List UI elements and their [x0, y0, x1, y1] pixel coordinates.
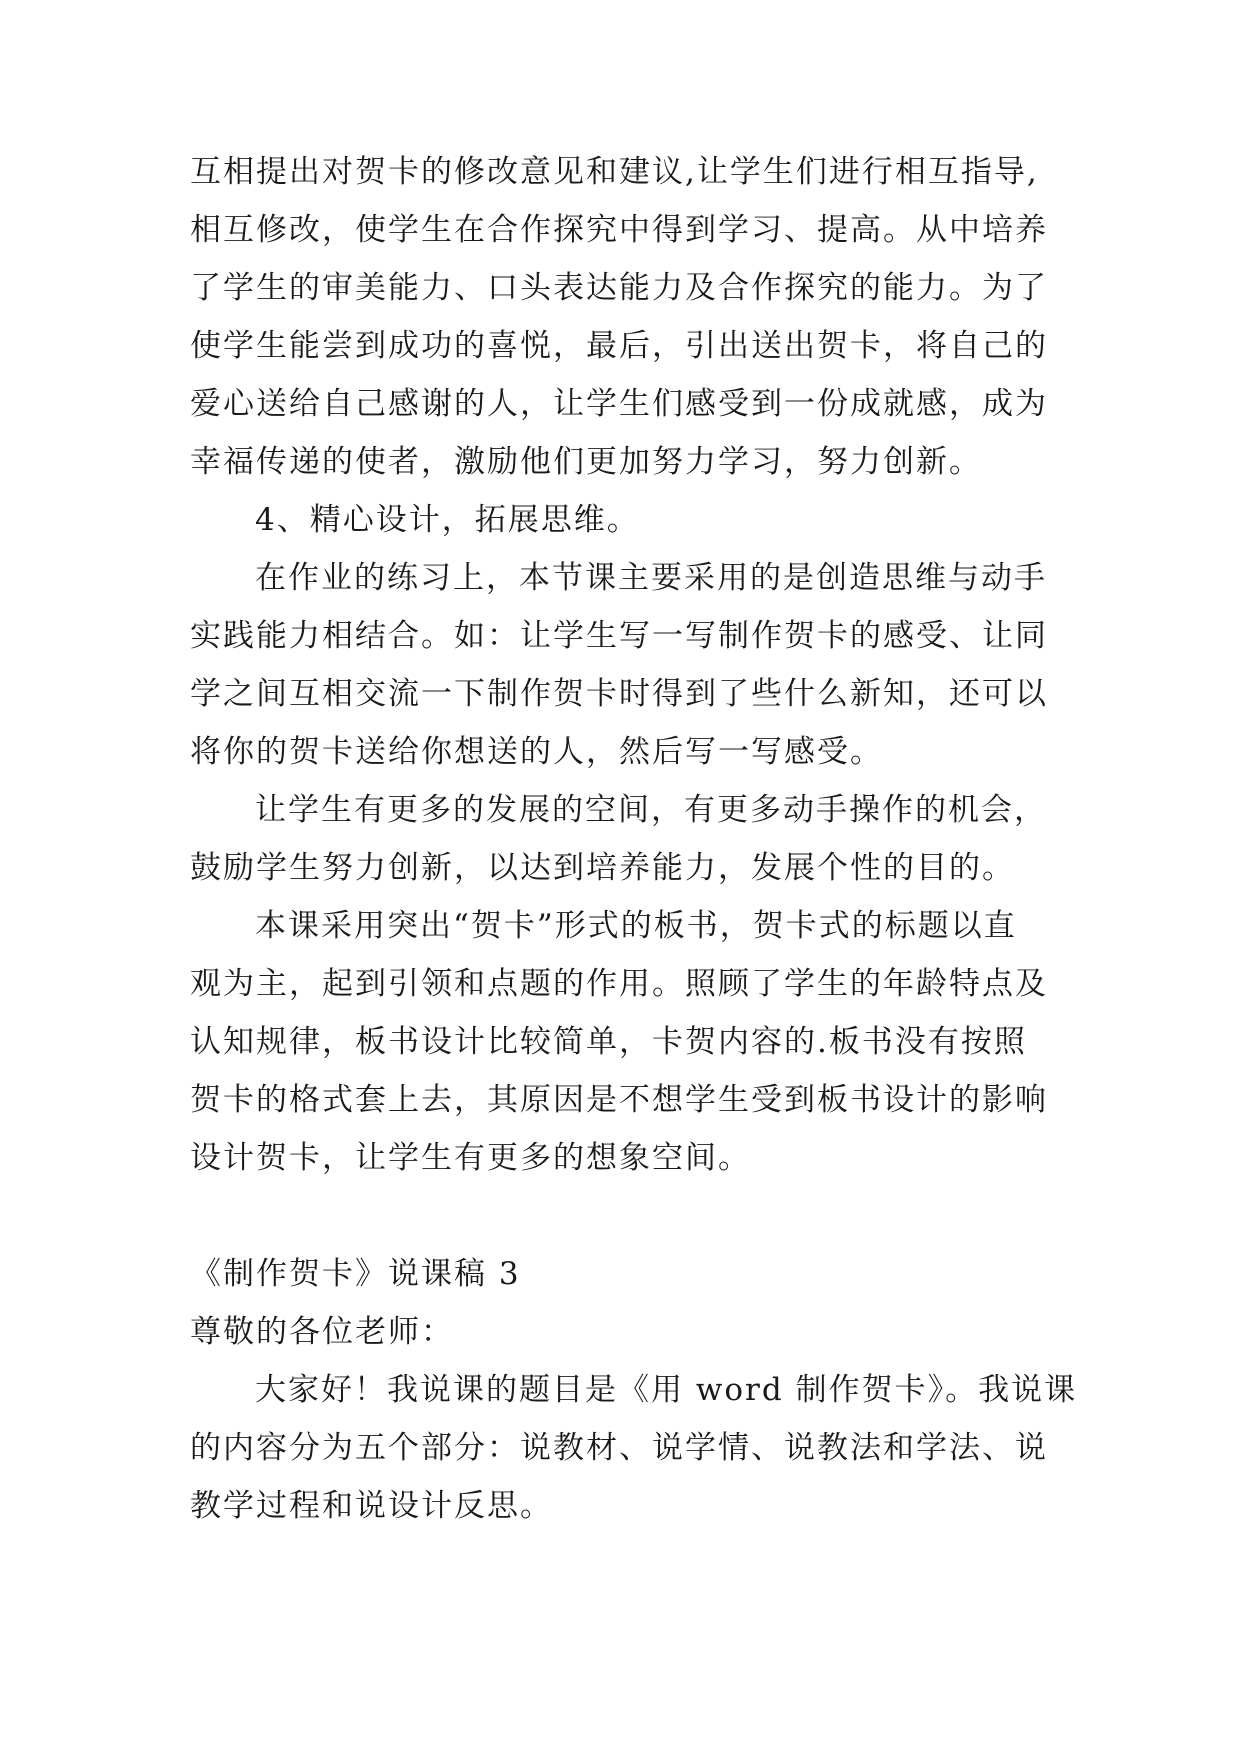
paragraph-line: 将你的贺卡送给你想送的人，然后写一写感受。	[190, 734, 883, 770]
paragraph-line: 互相提出对贺卡的修改意见和建议,让学生们进行相互指导,	[190, 154, 1039, 190]
paragraph-line: 幸福传递的使者，激励他们更加努力学习，努力创新。	[190, 444, 982, 480]
paragraph-line: 爱心送给自己感谢的人，让学生们感受到一份成就感，成为	[190, 386, 1048, 422]
paragraph-line: 了学生的审美能力、口头表达能力及合作探究的能力。为了	[190, 270, 1048, 306]
salutation: 尊敬的各位老师：	[190, 1314, 454, 1350]
paragraph-line: 设计贺卡，让学生有更多的想象空间。	[190, 1140, 751, 1176]
paragraph-line: 学之间互相交流一下制作贺卡时得到了些什么新知，还可以	[190, 676, 1048, 712]
paragraph-line: 在作业的练习上，本节课主要采用的是创造思维与动手	[255, 560, 1047, 596]
paragraph-line: 大家好！我说课的题目是《用 word 制作贺卡》。我说课	[255, 1372, 1078, 1408]
paragraph-line: 贺卡的格式套上去，其原因是不想学生受到板书设计的影响	[190, 1082, 1048, 1118]
paragraph-line: 教学过程和说设计反思。	[190, 1488, 553, 1524]
paragraph-line: 让学生有更多的发展的空间，有更多动手操作的机会，	[255, 792, 1047, 828]
paragraph-line: 本课采用突出“贺卡”形式的板书，贺卡式的标题以直	[255, 908, 1017, 944]
paragraph-line: 认知规律，板书设计比较简单，卡贺内容的.板书没有按照	[190, 1024, 1027, 1060]
paragraph-line: 实践能力相结合。如：让学生写一写制作贺卡的感受、让同	[190, 618, 1048, 654]
paragraph-line: 使学生能尝到成功的喜悦，最后，引出送出贺卡，将自己的	[190, 328, 1048, 364]
paragraph-line: 鼓励学生努力创新，以达到培养能力，发展个性的目的。	[190, 850, 1015, 886]
paragraph-line: 的内容分为五个部分：说教材、说学情、说教法和学法、说	[190, 1430, 1048, 1466]
section-heading: 4、精心设计，拓展思维。	[255, 502, 640, 538]
document-title: 《制作贺卡》说课稿 3	[190, 1256, 521, 1292]
paragraph-line: 观为主，起到引领和点题的作用。照顾了学生的年龄特点及	[190, 966, 1048, 1002]
paragraph-line: 相互修改，使学生在合作探究中得到学习、提高。从中培养	[190, 212, 1048, 248]
